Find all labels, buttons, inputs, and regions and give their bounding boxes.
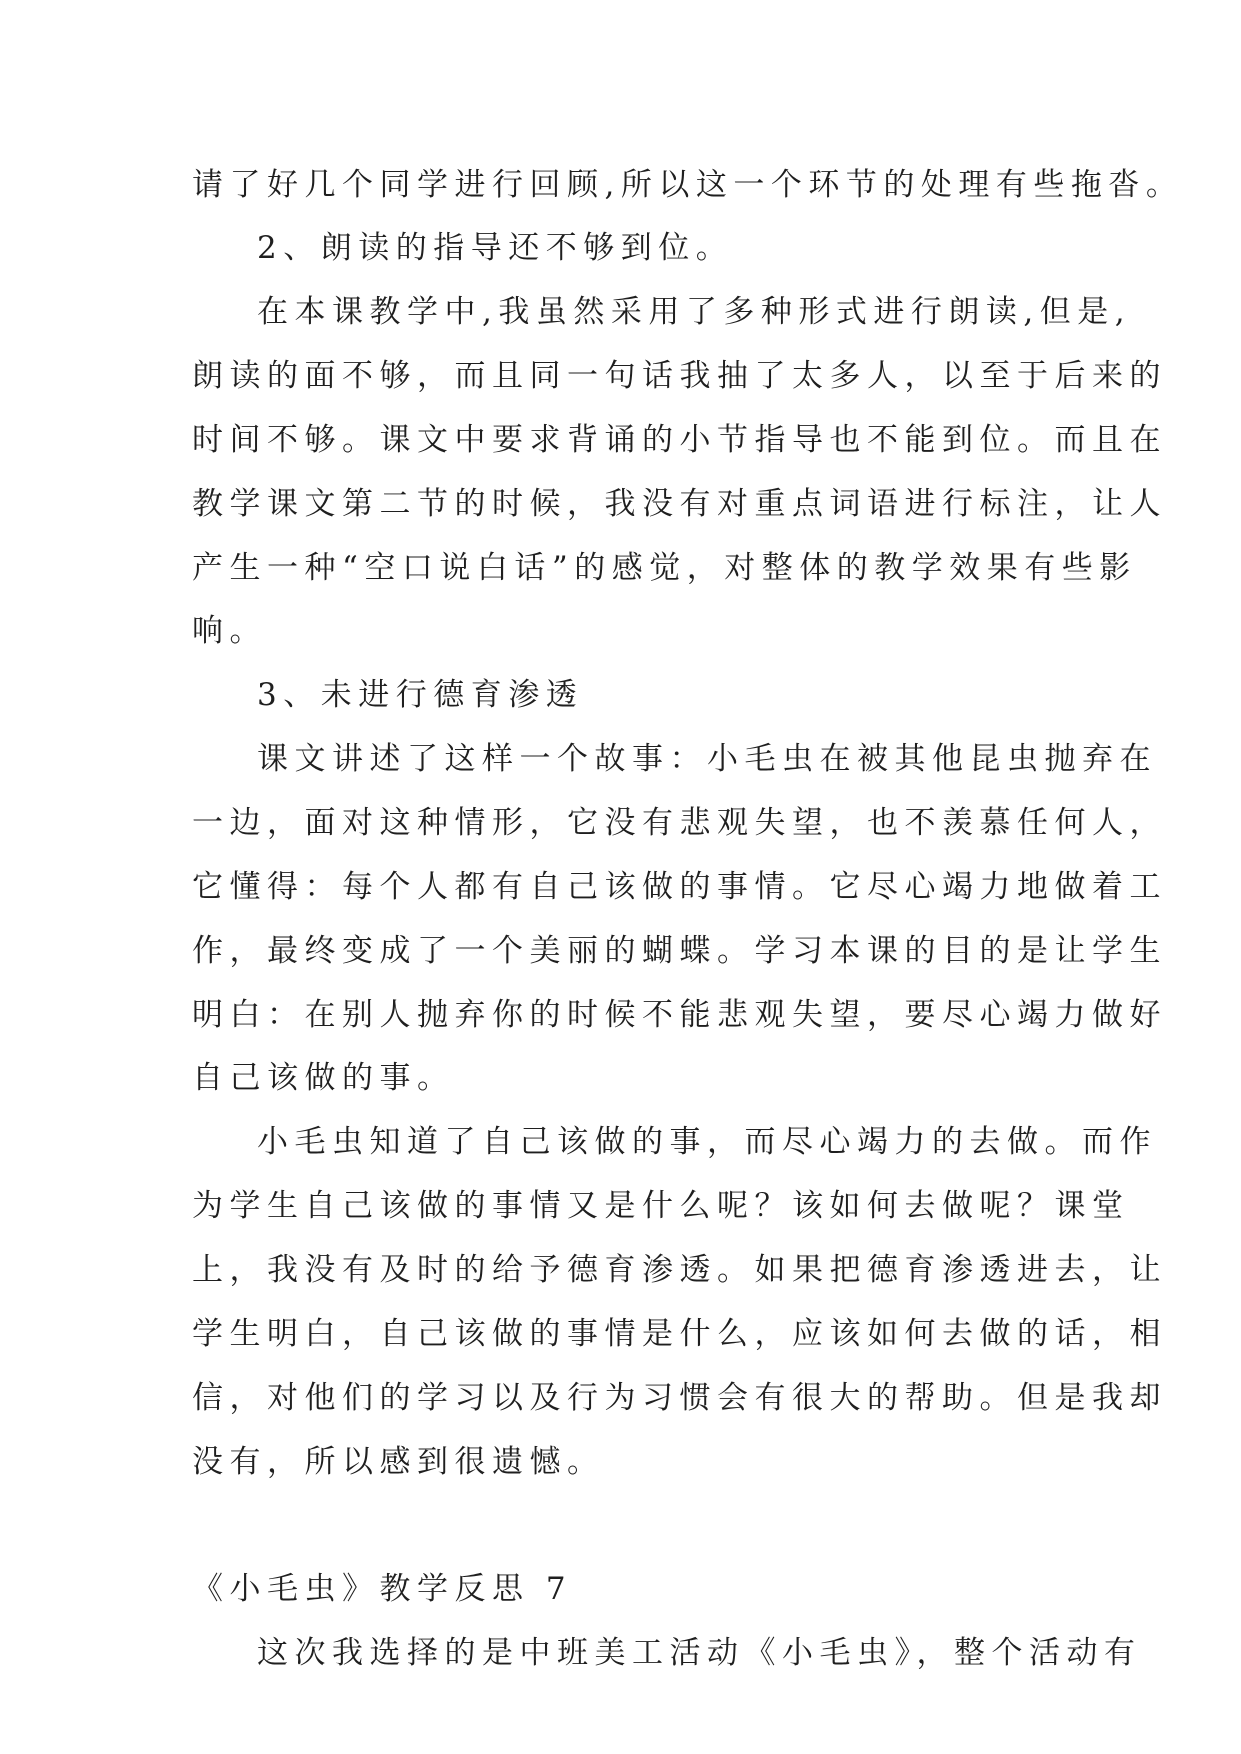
paragraph-line: 请了好几个同学进行回顾,所以这一个环节的处理有些拖沓。 <box>192 167 1184 203</box>
paragraph-line: 产生一种“空口说白话”的感觉，对整体的教学效果有些影 <box>192 550 1137 586</box>
paragraph-line: 明白：在别人抛弃你的时候不能悲观失望，要尽心竭力做好 <box>192 997 1167 1033</box>
paragraph-line: 为学生自己该做的事情又是什么呢？该如何去做呢？课堂 <box>192 1188 1130 1224</box>
paragraph-line: 教学课文第二节的时候，我没有对重点词语进行标注，让人 <box>192 486 1167 522</box>
paragraph-line: 信，对他们的学习以及行为习惯会有很大的帮助。但是我却 <box>192 1380 1167 1416</box>
paragraph-line: 没有，所以感到很遗憾。 <box>192 1444 605 1480</box>
paragraph-line: 响。 <box>192 613 267 649</box>
paragraph-line: 小毛虫知道了自己该做的事，而尽心竭力的去做。而作 <box>257 1124 1157 1160</box>
paragraph-line: 作，最终变成了一个美丽的蝴蝶。学习本课的目的是让学生 <box>192 933 1167 969</box>
paragraph-line: 上，我没有及时的给予德育渗透。如果把德育渗透进去，让 <box>192 1252 1167 1288</box>
paragraph-line: 在本课教学中,我虽然采用了多种形式进行朗读,但是, <box>257 294 1132 330</box>
section-heading-moral-education: 3、未进行德育渗透 <box>257 677 584 713</box>
article-title: 《小毛虫》教学反思 7 <box>192 1571 573 1607</box>
paragraph-line: 朗读的面不够，而且同一句话我抽了太多人，以至于后来的 <box>192 358 1167 394</box>
paragraph-line: 一边，面对这种情形，它没有悲观失望，也不羡慕任何人， <box>192 805 1167 841</box>
paragraph-line: 它懂得：每个人都有自己该做的事情。它尽心竭力地做着工 <box>192 869 1167 905</box>
paragraph-line: 自己该做的事。 <box>192 1060 455 1096</box>
section-heading-reading-guidance: 2、朗读的指导还不够到位。 <box>257 230 734 266</box>
paragraph-line: 课文讲述了这样一个故事：小毛虫在被其他昆虫抛弃在 <box>257 741 1157 777</box>
paragraph-line: 这次我选择的是中班美工活动《小毛虫》，整个活动有 <box>257 1635 1142 1671</box>
paragraph-line: 时间不够。课文中要求背诵的小节指导也不能到位。而且在 <box>192 422 1167 458</box>
paragraph-line: 学生明白，自己该做的事情是什么，应该如何去做的话，相 <box>192 1316 1167 1352</box>
